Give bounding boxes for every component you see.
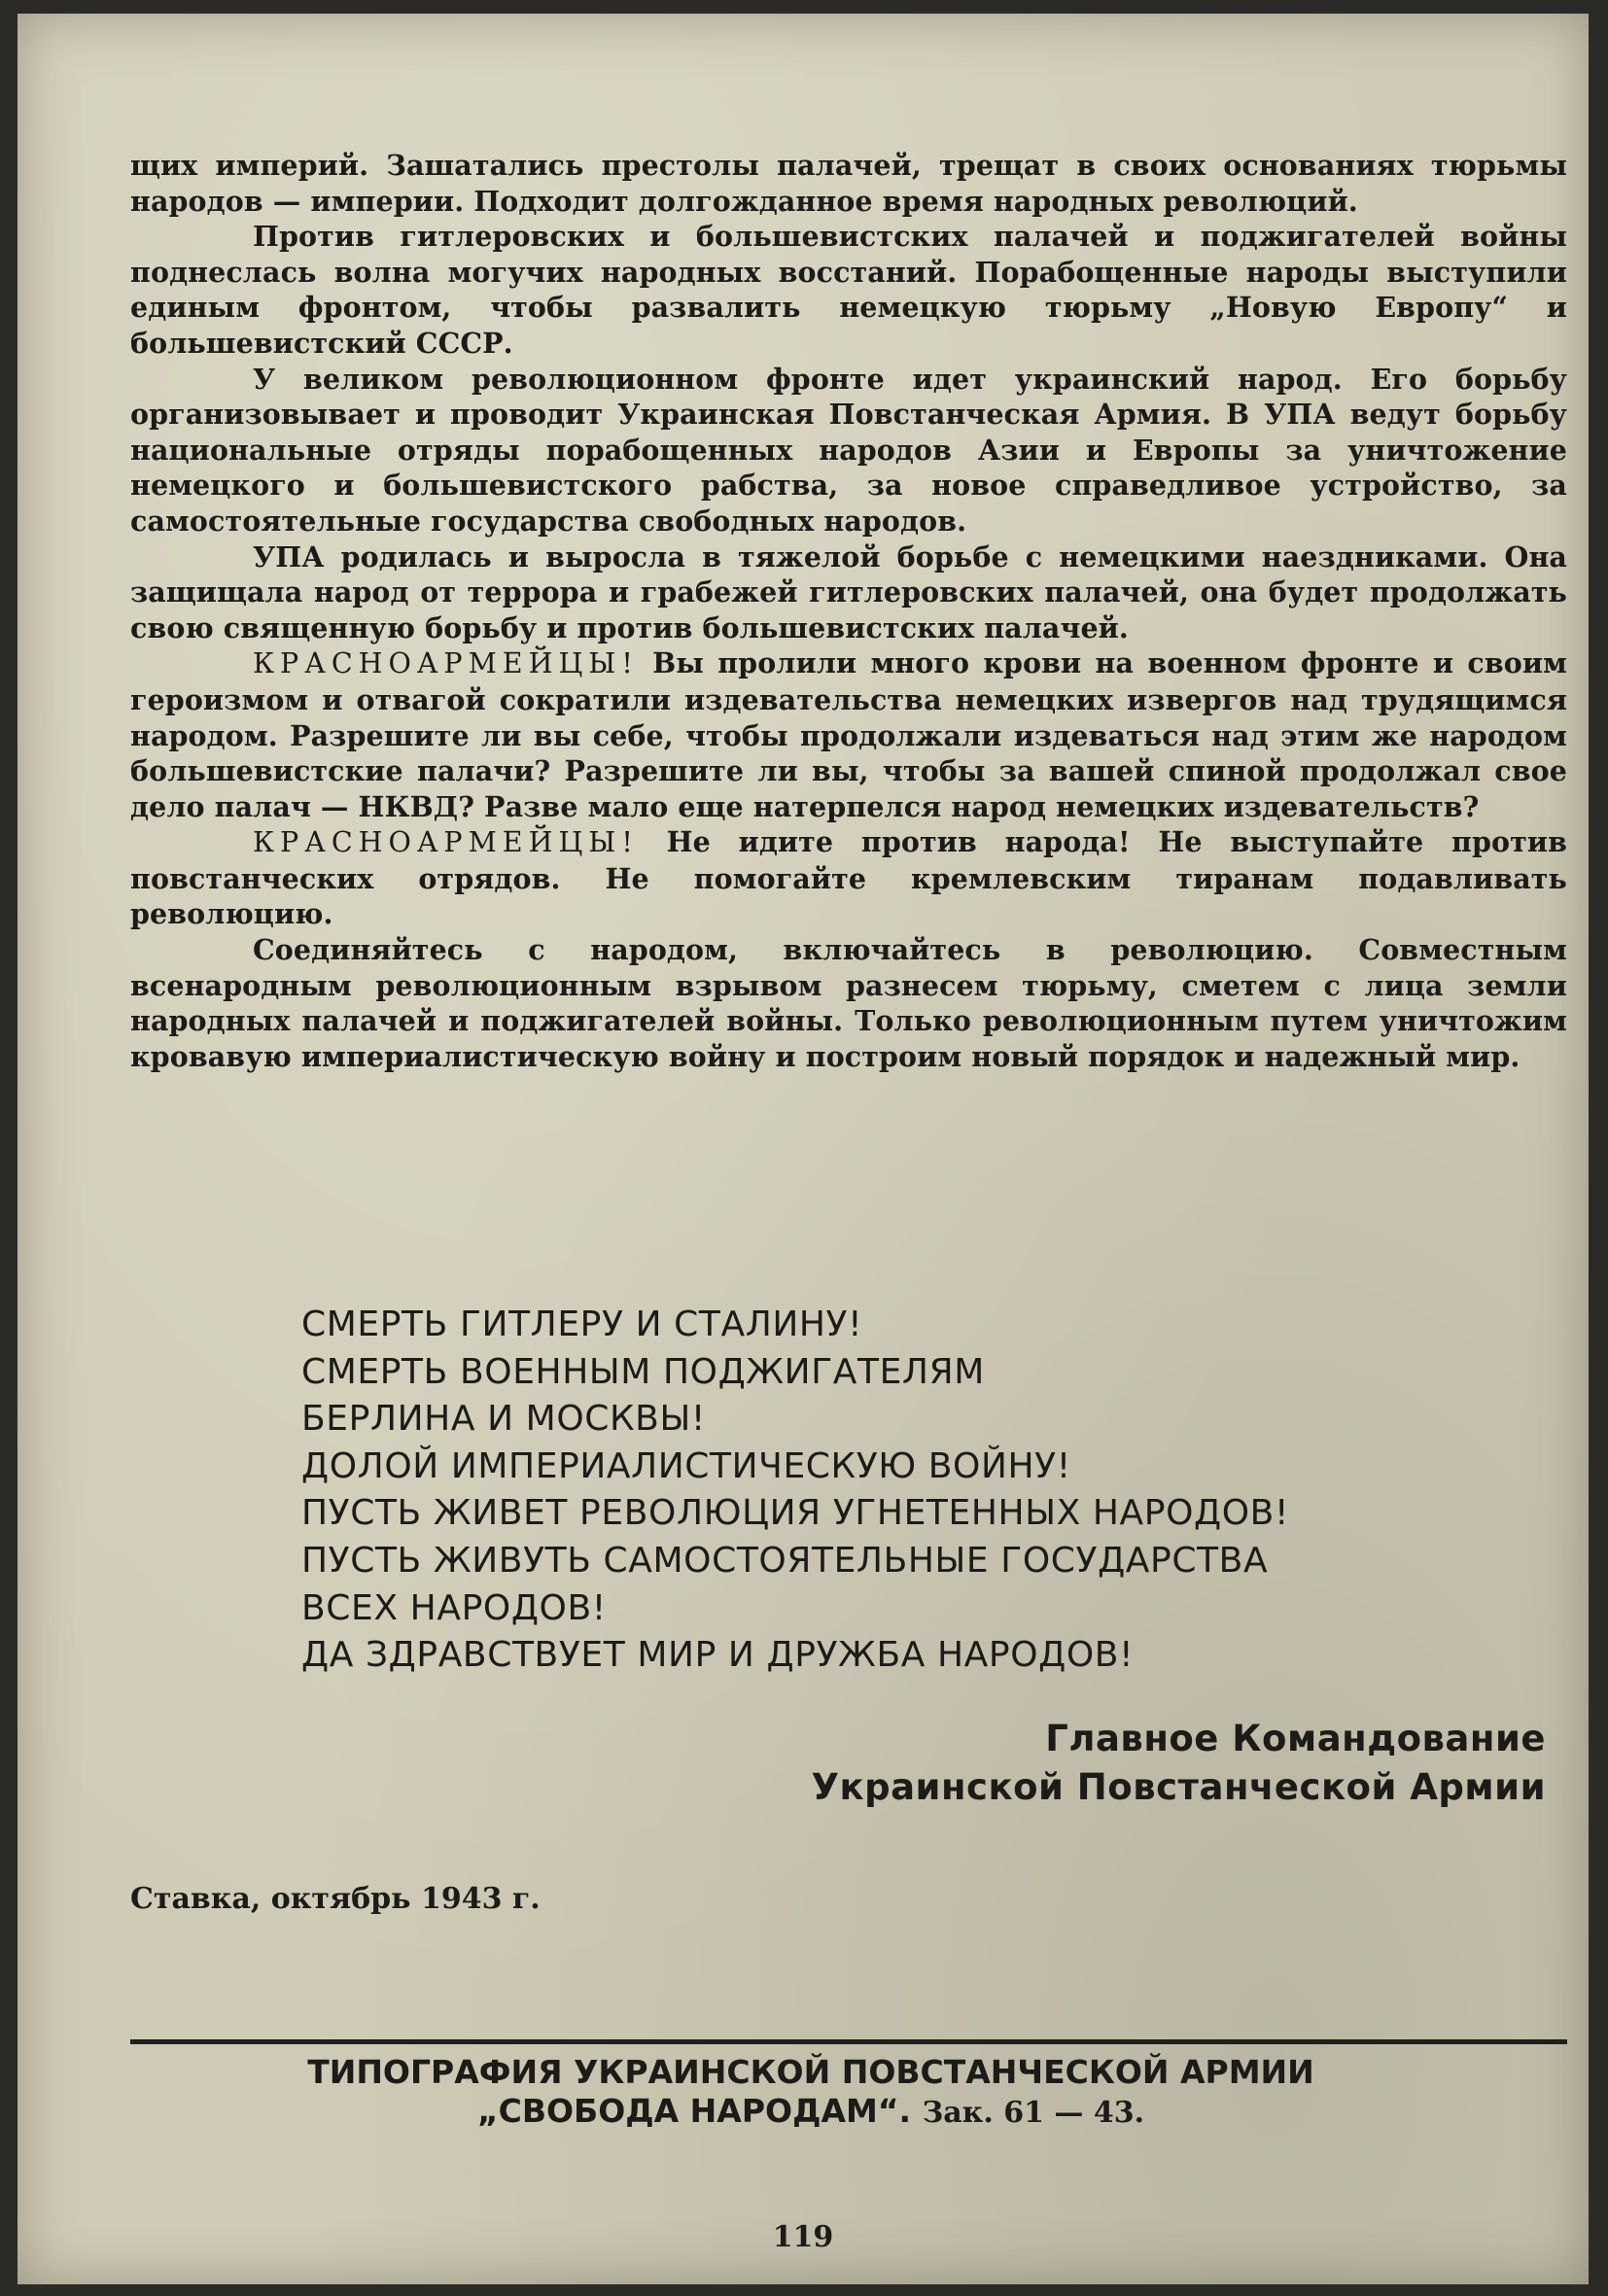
slogan-line: ДА ЗДРАВСТВУЕТ МИР И ДРУЖБА НАРОДОВ!: [301, 1635, 1135, 1676]
paragraph: У великом революционном фронте идет украинский народ. Его борьбу организовывает и проводит Украинская Повстанческая Армия. В УПА ведут борьбу национальные отряды порабощенных народов Азии и Европы за уничтожение немецкого и большевистского рабства, за новое справедливое устройство, за самостоятельные государства свободных народов.: [130, 362, 1567, 538]
slogan-line: ПУСТЬ ЖИВЕТ РЕВОЛЮЦИЯ УГНЕТЕННЫХ НАРОДОВ!: [301, 1493, 1290, 1534]
appeal-lead: КРАСНОАРМЕЙЦЫ!: [253, 647, 639, 680]
signature: [811, 1715, 1546, 1812]
slogan-line: ВСЕХ НАРОДОВ!: [301, 1587, 607, 1628]
appeal-paragraph: [130, 824, 1567, 932]
slogan-line: СМЕРТЬ ВОЕННЫМ ПОДЖИГАТЕЛЯМ: [301, 1351, 985, 1392]
slogan-line: ДОЛОЙ ИМПЕРИАЛИСТИЧЕСКУЮ ВОЙНУ!: [301, 1445, 1071, 1486]
paragraph: щих империй. Зашатались престолы палачей, трещат в своих основаниях тюрьмы народов — империи. Подходит долгожданное время народных революций.: [130, 149, 1567, 218]
divider-rule: [130, 2039, 1567, 2044]
closing-paragraph: Соединяйтесь с народом, включайтесь в революцию. Совместным всенародным революционным взрывом разнесем тюрьму, сметем с лица земли народных палачей и поджигателей войны. Только революционным путем уничтожим кровавую империалистическую войну и построим новый порядок и надежный мир.: [130, 933, 1567, 1073]
signature-line: Украинской Повстанческой Армии: [811, 1766, 1546, 1808]
slogan-line: БЕРЛИНА И МОСКВЫ!: [301, 1399, 706, 1440]
place-date: Ставка, октябрь 1943 г.: [130, 1882, 541, 1916]
document-page: [17, 14, 1589, 2284]
slogan-line: СМЕРТЬ ГИТЛЕРУ И СТАЛИНУ!: [301, 1305, 863, 1344]
appeal-paragraph: [130, 645, 1567, 824]
printer-imprint: [130, 2053, 1491, 2133]
imprint-order-number: Зак. 61 — 43.: [922, 2096, 1145, 2130]
paragraph: УПА родилась и выросла в тяжелой борьбе с немецкими наездниками. Она защищала народ от террора и грабежей гитлеровских палачей, она будет продолжать свою священную борьбу и против большевистских палачей.: [130, 539, 1567, 644]
imprint-line-2: [130, 2092, 1491, 2133]
appeal-text: Вы пролили много крови на военном фронте и своим героизмом и отвагой сократили издевательства немецких извергов над трудящимся народом. Разрешите ли вы себе, чтобы продолжали издеваться над этим же народом большевистские палачи? Разрешите ли вы, чтобы за вашей спиной продолжал свое дело палач — НКВД? Разве мало еще натерпелся народ немецких издевательств?: [130, 646, 1567, 823]
body-text: [130, 148, 1567, 1074]
imprint-press-name: „СВОБОДА НАРОДАМ“.: [476, 2092, 912, 2130]
imprint-line: ТИПОГРАФИЯ УКРАИНСКОЙ ПОВСТАНЧЕСКОЙ АРМИИ: [307, 2053, 1314, 2091]
signature-line: Главное Командование: [1045, 1718, 1546, 1759]
page-number: 119: [772, 2220, 834, 2254]
appeal-lead: КРАСНОАРМЕЙЦЫ!: [253, 826, 639, 859]
paragraph: Против гитлеровских и большевистских палачей и поджигателей войны поднеслась волна могучих народных восстаний. Порабощенные народы выступили единым фронтом, чтобы развалить немецкую тюрьму „Новую Европу“ и большевистский СССР.: [130, 220, 1567, 360]
slogan-line: ПУСТЬ ЖИВУТЬ САМОСТОЯТЕЛЬНЫЕ ГОСУДАРСТВА: [301, 1540, 1269, 1581]
appeal-text: Не идите против народа! Не выступайте против повстанческих отрядов. Не помогайте кремлевским тиранам подавливать революцию.: [130, 825, 1567, 931]
slogans-block: [301, 1302, 1565, 1680]
